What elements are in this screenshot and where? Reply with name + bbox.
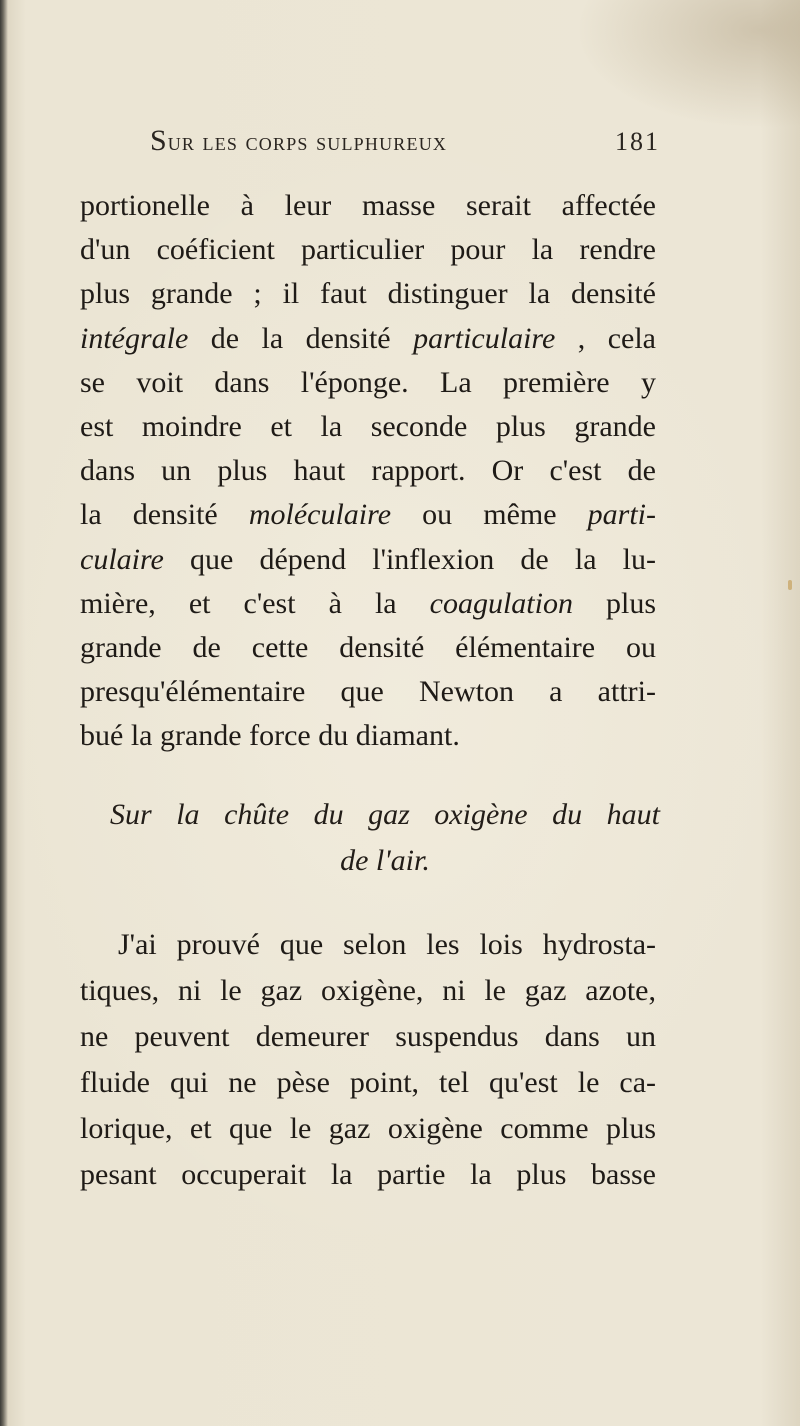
text-line [80,670,656,714]
text-segment: la densité [80,498,249,532]
text-segment: que dépend l'inflexion de la lu- [163,542,656,576]
italic-term: intégrale [80,321,189,355]
text-line: fluide qui ne pèse point, tel qu'est le ca- [80,1066,656,1099]
text-segment: portionelle à leur masse serait affectée [80,189,656,222]
italic-term: moléculaire [248,498,392,532]
text-line [80,714,656,758]
text-line: tiques, ni le gaz oxigène, ni le gaz azote, [80,974,656,1007]
italic-term: culaire [80,542,164,576]
page-number: 181 [615,127,660,156]
text-line [80,272,656,316]
text-line [80,184,656,228]
text-segment: plus grande ; il faut distinguer la densité [80,277,656,311]
text-segment: dans un plus haut rapport. Or c'est de [80,454,656,488]
text-line [80,582,656,626]
text-line [80,228,656,272]
italic-term: coagulation [429,586,573,620]
paragraph-2 [80,922,656,1198]
text-segment: est moindre et la seconde plus grande [80,409,656,443]
italic-term: particulaire [413,321,556,355]
text-segment: bué la grande force du diamant. [80,719,460,753]
text-segment: de la densité [188,321,414,355]
text-line [80,361,656,405]
text-segment: d'un coéficient particulier pour la rendre [80,233,656,267]
italic-term: parti- [587,498,656,532]
text-line [80,538,656,582]
paragraph-1 [80,184,656,758]
text-line: lorique, et que le gaz oxigène comme plus [80,1112,656,1145]
text-segment: , cela [555,321,656,355]
text-segment: mière, et c'est à la [80,586,430,620]
running-head-initial: S [150,124,168,157]
text-segment: plus [572,586,656,620]
text-segment: grande de cette densité élémentaire ou [80,630,656,664]
paper-stain [788,580,792,590]
text-line: J'ai prouvé que selon les lois hydrosta- [118,928,656,961]
running-head [150,124,660,158]
section-title-line-2: de l'air. [340,844,430,877]
page-gutter-shadow [0,0,8,1426]
running-head-title-rest: ur les corps sulphureux [167,129,448,156]
text-line: ne peuvent demeurer suspendus dans un [80,1020,656,1053]
text-line [80,493,656,537]
text-segment: ou même [391,498,588,532]
running-head-title [150,124,447,158]
section-title-line-1: Sur la chûte du gaz oxigène du haut [110,798,660,831]
text-segment: presqu'élémentaire que Newton a attri- [80,675,656,709]
section-title [110,792,660,884]
text-line [80,405,656,449]
text-line [80,626,656,670]
text-line: pesant occuperait la partie la plus basse [80,1158,656,1191]
text-line [80,317,656,361]
text-line [80,449,656,493]
text-segment: se voit dans l'éponge. La première y [80,365,656,399]
